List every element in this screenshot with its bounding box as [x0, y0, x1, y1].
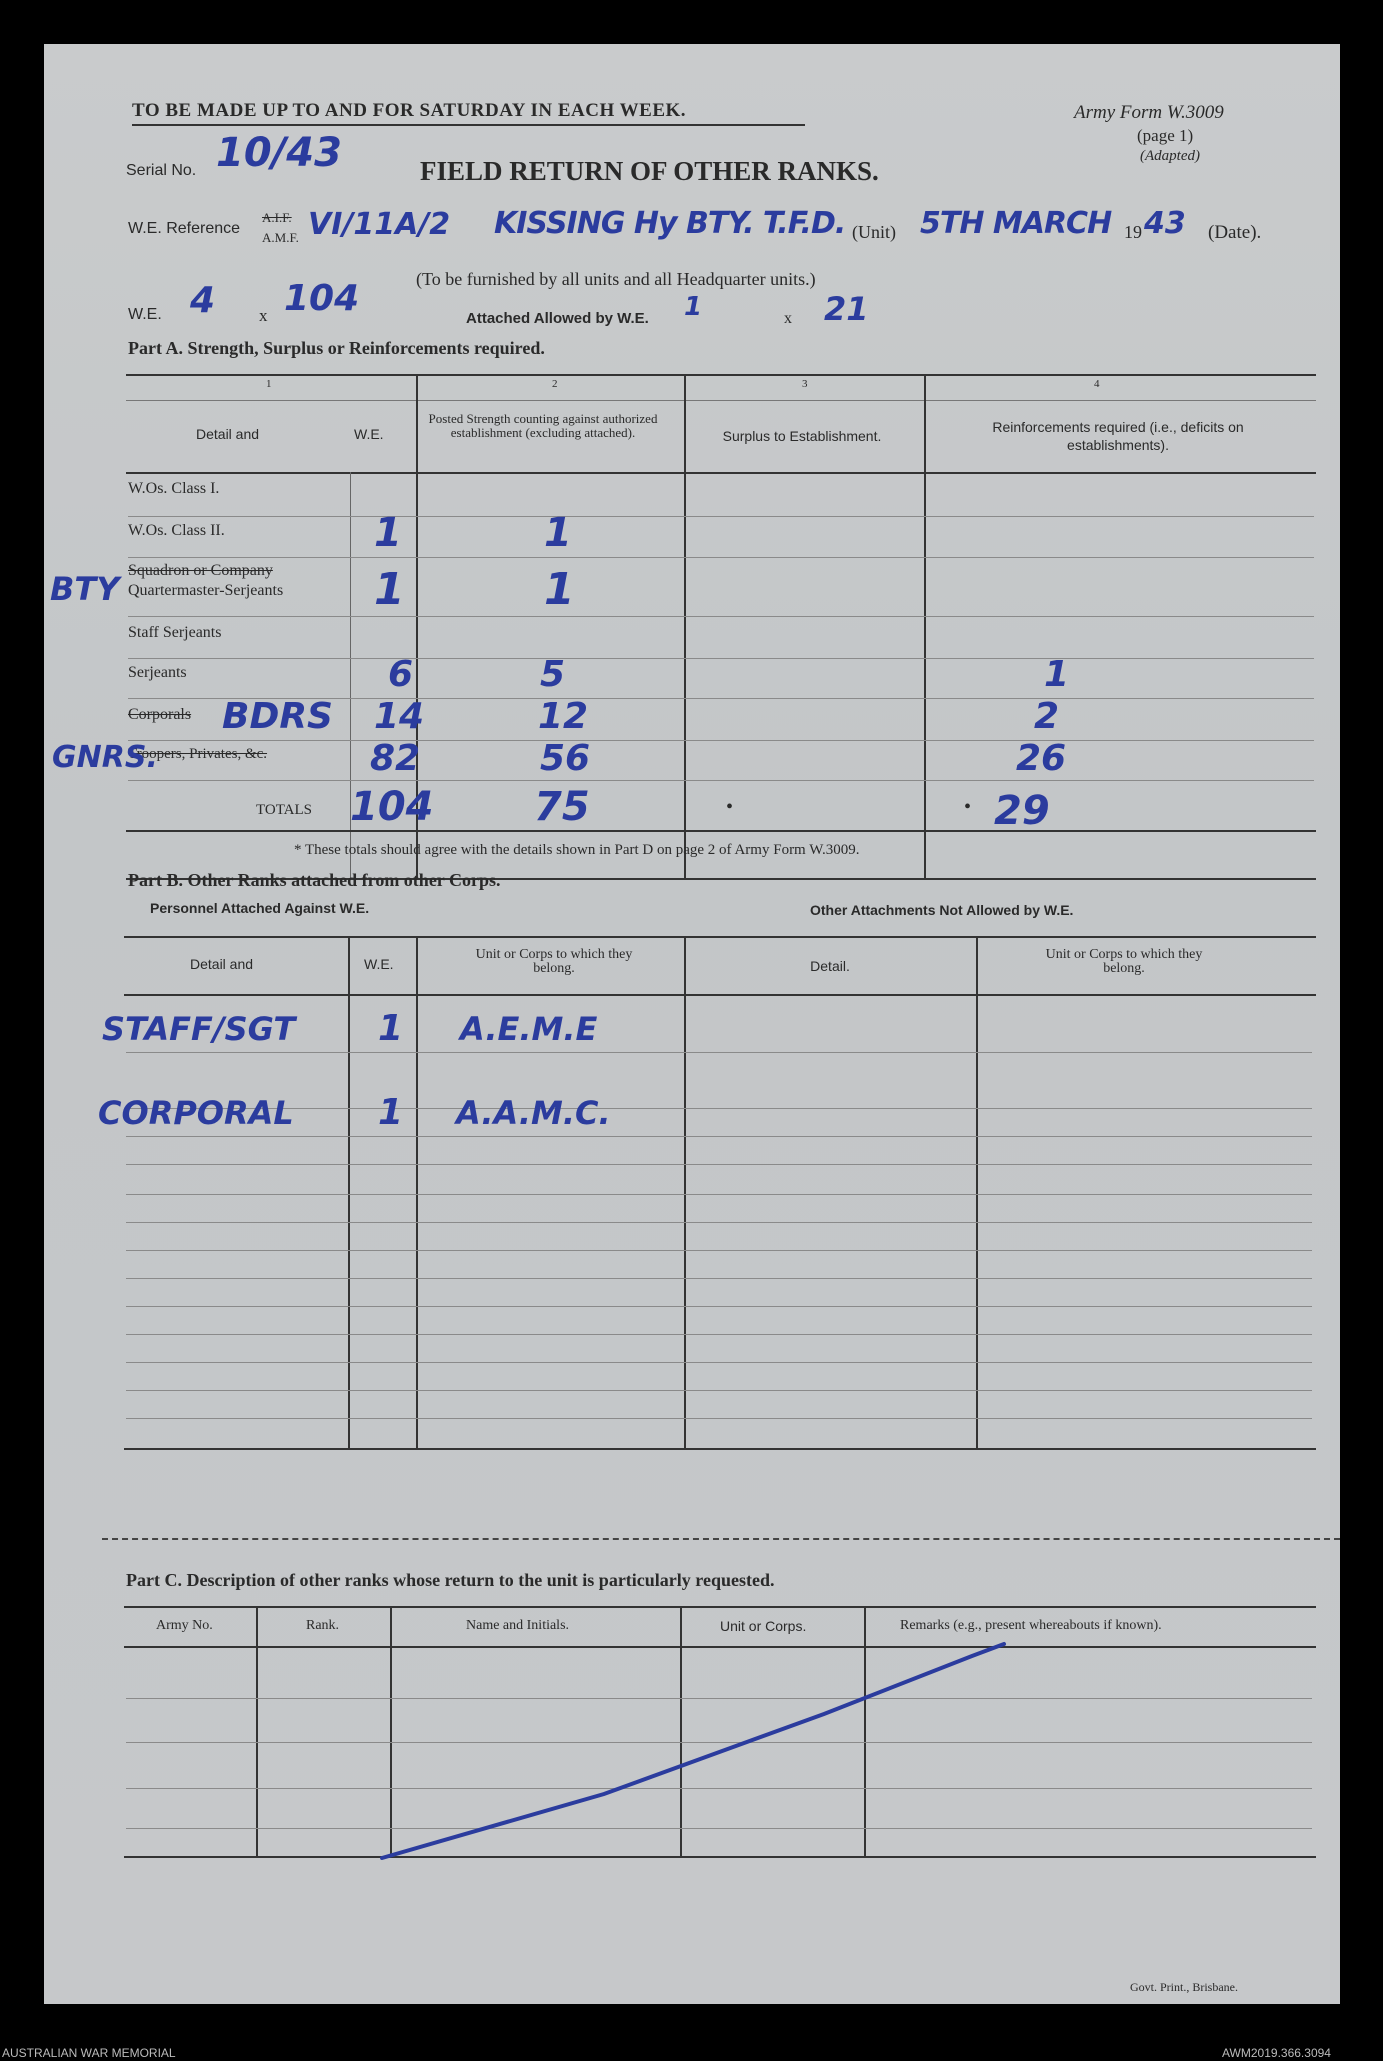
row-wos-class-1-detail: W.Os. Class I. [128, 480, 220, 497]
part-b-left-subtitle: Personnel Attached Against W.E. [150, 900, 370, 916]
adapted-label: (Adapted) [1140, 148, 1200, 164]
col-number-1: 1 [266, 378, 272, 390]
row-corporals-we[interactable]: 14 [374, 696, 425, 737]
part-a-title: Part A. Strength, Surplus or Reinforcements required. [128, 338, 545, 358]
col-number-2: 2 [552, 378, 558, 390]
row-corporals-hand[interactable]: BDRS [222, 696, 333, 737]
part-c-col-army-no: Army No. [156, 1618, 213, 1633]
row-qms-prefix[interactable]: BTY [50, 570, 120, 608]
row-troopers-reinf[interactable]: 26 [1016, 738, 1067, 779]
part-b-col-unit2: Unit or Corps to which they belong. [1045, 947, 1203, 976]
part-c-col-remarks: Remarks (e.g., present whereabouts if known). [900, 1618, 1162, 1633]
date-label: (Date). [1208, 222, 1262, 243]
attached-times: x [784, 310, 792, 327]
totals-label: TOTALS [256, 802, 313, 818]
printer-credit: Govt. Print., Brisbane. [1130, 1980, 1238, 1994]
page-label: (page 1) [1137, 126, 1194, 145]
col-surplus-header: Surplus to Establishment. [722, 428, 882, 444]
army-form-label: Army Form W.3009 [1074, 102, 1224, 123]
totals-reinf-dot: • [964, 796, 972, 818]
row-serjeants-detail: Serjeants [128, 664, 187, 681]
totals-reinf[interactable]: 29 [994, 788, 1050, 834]
totals-footnote: * These totals should agree with the details shown in Part D on page 2 of Army Form W.3009. [294, 842, 860, 858]
row-serjeants-we[interactable]: 6 [388, 654, 414, 695]
row-serjeants-posted[interactable]: 5 [540, 654, 566, 695]
aif-label: A.I.F. [262, 210, 292, 225]
instruction-text: TO BE MADE UP TO AND FOR SATURDAY IN EACH WEEK. [132, 100, 687, 121]
attached-value-a[interactable]: 1 [684, 292, 703, 322]
attached-allowed-label: Attached Allowed by W.E. [466, 310, 649, 327]
attached-value-b[interactable]: 21 [824, 290, 869, 328]
col-reinf-header: Reinforcements required (i.e., deficits on establishments). [992, 419, 1244, 453]
col-number-3: 3 [802, 378, 808, 390]
row-troopers-posted[interactable]: 56 [540, 738, 591, 779]
part-b-row-2-detail[interactable]: CORPORAL [98, 1094, 294, 1132]
row-corporals-reinf[interactable]: 2 [1034, 696, 1060, 737]
row-qms-we[interactable]: 1 [374, 564, 405, 615]
form-sheet [44, 44, 1340, 2004]
col-detail-header: Detail and [196, 426, 260, 442]
row-qms-posted[interactable]: 1 [544, 564, 575, 615]
we-reference-label: W.E. Reference [128, 220, 241, 237]
row-staff-serjeants-detail: Staff Serjeants [128, 624, 222, 641]
totals-posted[interactable]: 75 [534, 784, 590, 830]
row-troopers-detail: Troopers, Privates, &c. [128, 746, 268, 762]
we-times: x [259, 306, 268, 325]
part-c-col-rank: Rank. [306, 1618, 340, 1633]
part-b-col-we: W.E. [364, 956, 394, 972]
part-c-title: Part C. Description of other ranks whose return to the unit is particularly requested. [126, 1570, 775, 1590]
row-wos-class-2-posted[interactable]: 1 [544, 510, 572, 556]
row-corporals-detail: Corporals [128, 706, 192, 723]
year-value[interactable]: 43 [1144, 206, 1186, 241]
part-b-right-subtitle: Other Attachments Not Allowed by W.E. [810, 902, 1074, 918]
col-we-header: W.E. [354, 426, 384, 442]
part-b-row-2-unit[interactable]: A.A.M.C. [456, 1094, 611, 1132]
we-label: W.E. [128, 306, 162, 323]
serial-value[interactable]: 10/43 [216, 130, 342, 176]
row-troopers-prefix[interactable]: GNRS. [52, 740, 158, 775]
part-b-row-1-detail[interactable]: STAFF/SGT [102, 1010, 296, 1048]
row-serjeants-reinf[interactable]: 1 [1044, 654, 1070, 695]
part-c-strike-line [44, 44, 1340, 2004]
part-b-col-detail2: Detail. [810, 958, 850, 974]
we-reference-value[interactable]: VI/11A/2 [308, 207, 451, 242]
serial-label: Serial No. [126, 162, 197, 179]
part-b-row-1-we[interactable]: 1 [378, 1008, 404, 1049]
furnished-note: (To be furnished by all units and all Headquarter units.) [416, 269, 816, 289]
archive-credit-left: AUSTRALIAN WAR MEMORIAL [2, 2046, 176, 2060]
amf-label: A.M.F. [262, 230, 299, 245]
we-value-b[interactable]: 104 [284, 278, 360, 319]
part-b-row-1-unit[interactable]: A.E.M.E [460, 1010, 598, 1048]
year-prefix: 19 [1124, 222, 1142, 242]
row-wos-class-2-we[interactable]: 1 [374, 510, 402, 556]
row-corporals-posted[interactable]: 12 [538, 696, 589, 737]
row-troopers-we[interactable]: 82 [370, 738, 421, 779]
part-b-title: Part B. Other Ranks attached from other Corps. [128, 870, 501, 890]
archive-credit-right: AWM2019.366.3094 [1222, 2046, 1331, 2060]
col-posted-header: Posted Strength counting against authorized establishment (excluding attached). [428, 411, 658, 440]
totals-surplus-dot: • [726, 796, 734, 818]
part-b-col-detail: Detail and [190, 956, 254, 972]
row-wos-class-2-detail: W.Os. Class II. [128, 522, 225, 539]
part-c-col-unit: Unit or Corps. [720, 1618, 807, 1634]
part-b-col-unit: Unit or Corps to which they belong. [475, 947, 633, 976]
unit-label: (Unit) [852, 222, 896, 242]
part-b-row-2-we[interactable]: 1 [378, 1092, 404, 1133]
we-value-a[interactable]: 4 [190, 280, 216, 321]
totals-we[interactable]: 104 [350, 784, 434, 830]
row-qms-detail-struck: Squadron or Company [128, 562, 273, 579]
date-value[interactable]: 5TH MARCH [920, 206, 1112, 241]
col-number-4: 4 [1094, 378, 1100, 390]
row-qms-detail: Quartermaster-Serjeants [128, 582, 284, 599]
form-title: FIELD RETURN OF OTHER RANKS. [420, 156, 879, 186]
unit-value[interactable]: KISSING Hy BTY. T.F.D. [494, 206, 846, 241]
part-c-col-name: Name and Initials. [466, 1618, 570, 1633]
